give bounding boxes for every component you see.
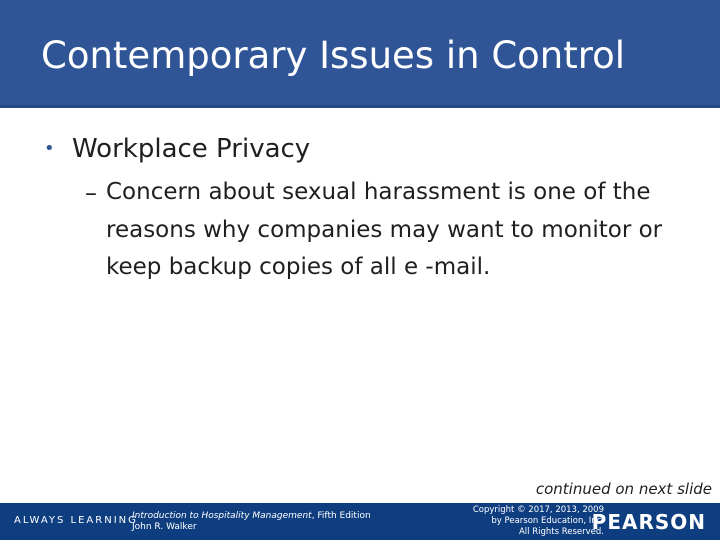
book-citation [132, 511, 371, 533]
bullet-text: Workplace Privacy [72, 134, 311, 164]
continued-note: continued on next slide [535, 480, 712, 498]
copyright-notice [473, 505, 604, 538]
footer-tagline: ALWAYS LEARNING [14, 515, 138, 526]
footer-bar [0, 503, 720, 540]
copyright-line-2: by Pearson Education, Inc. [491, 516, 604, 526]
book-author: John R. Walker [132, 522, 197, 532]
pearson-logo: PEARSON [591, 510, 706, 534]
book-title: Introduction to Hospitality Management [132, 511, 312, 521]
book-edition: , Fifth Edition [311, 511, 371, 521]
sub-bullet-marker: – [85, 179, 97, 207]
sub-bullet-text: Concern about sexual harassment is one of the reasons why companies may want to monitor or keep backup copies of all e -mail. [106, 179, 663, 280]
sub-bullet-item [85, 174, 691, 287]
copyright-line-1: Copyright © 2017, 2013, 2009 [472, 505, 604, 515]
slide-title: Contemporary Issues in Control [41, 34, 626, 77]
title-bar [0, 0, 720, 108]
copyright-line-3: All Rights Reserved. [518, 527, 604, 537]
bullet-marker: • [44, 138, 55, 159]
